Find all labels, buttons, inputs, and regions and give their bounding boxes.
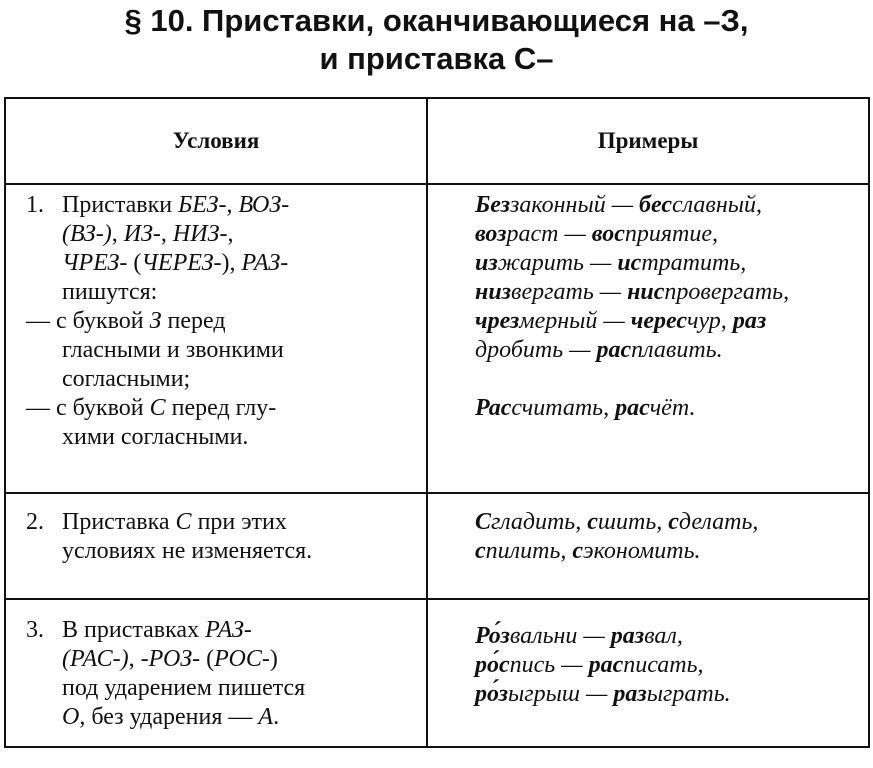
prefix-bold: раз bbox=[732, 308, 767, 334]
prefix-bold: рас bbox=[596, 337, 632, 363]
letter: С bbox=[149, 395, 166, 421]
ex-text: дробить — bbox=[475, 337, 597, 363]
prefix: НИЗ- bbox=[172, 221, 228, 247]
cond-text: , bbox=[226, 192, 239, 218]
prefix: (РАС-) bbox=[62, 646, 129, 672]
letter: З bbox=[149, 308, 162, 334]
cond-text: условиях не изменяется. bbox=[62, 538, 313, 564]
ex-text: шить, bbox=[597, 509, 669, 535]
ex-text: жарить — bbox=[497, 250, 618, 276]
header-conditions: Условия bbox=[5, 98, 427, 184]
cond-text: Приставки bbox=[62, 192, 179, 218]
table-row bbox=[5, 599, 869, 747]
prefix-bold: нис bbox=[627, 279, 665, 305]
cond-text: ( bbox=[200, 646, 215, 672]
prefix-bold: Рас bbox=[475, 395, 512, 421]
prefix: -РОЗ- bbox=[140, 646, 201, 672]
prefix-bold: из bbox=[475, 250, 498, 276]
examples-cell bbox=[427, 184, 869, 493]
prefix-bold: С bbox=[475, 509, 492, 535]
ex-text: славный, bbox=[672, 192, 763, 218]
cond-text: ( bbox=[127, 250, 142, 276]
ex-text: считать, bbox=[511, 395, 616, 421]
prefix-bold: рас bbox=[615, 395, 650, 421]
examples-cell bbox=[427, 599, 869, 747]
cond-text: . bbox=[273, 704, 280, 730]
cond-text: ) bbox=[269, 646, 278, 672]
cond-text: перед bbox=[161, 308, 226, 334]
ex-text: чур, bbox=[687, 308, 733, 334]
cond-text: Приставка bbox=[62, 509, 176, 535]
title-line-1: § 10. Приставки, оканчивающиеся на –З, bbox=[124, 3, 749, 38]
cond-text: гласными и звонкими bbox=[62, 337, 284, 363]
ex-text: пилить, bbox=[485, 538, 573, 564]
ex-text: вергать — bbox=[511, 279, 628, 305]
conditions-cell bbox=[5, 599, 427, 747]
section-title bbox=[0, 0, 873, 78]
cond-text: , bbox=[111, 221, 124, 247]
examples-cell bbox=[427, 493, 869, 599]
rules-table bbox=[4, 97, 870, 748]
prefix-bold: чрез bbox=[475, 308, 520, 334]
header-row bbox=[5, 98, 869, 184]
letter: А bbox=[258, 704, 274, 730]
prefix-bold: с bbox=[668, 509, 679, 535]
conditions-cell bbox=[5, 184, 427, 493]
prefix: ИЗ- bbox=[123, 221, 161, 247]
ex-text: законный — bbox=[509, 192, 640, 218]
cond-text: пишутся: bbox=[62, 279, 158, 305]
prefix: РАЗ- bbox=[241, 250, 289, 276]
ex-text: чёт. bbox=[649, 395, 696, 421]
ex-text: ыгрыш — bbox=[508, 681, 614, 707]
prefix: (ВЗ-) bbox=[62, 221, 112, 247]
ex-text: писать, bbox=[623, 652, 704, 678]
prefix-bold: бес bbox=[639, 192, 673, 218]
prefix-bold: Ро́з bbox=[475, 623, 510, 649]
cond-text: , без ударения — bbox=[79, 704, 259, 730]
prefix: БЕЗ- bbox=[178, 192, 227, 218]
cond-text: , bbox=[160, 221, 173, 247]
table-row bbox=[5, 493, 869, 599]
prefix-bold: Без bbox=[475, 192, 510, 218]
ex-text: вальни — bbox=[509, 623, 611, 649]
rule-number: 1. bbox=[26, 192, 44, 218]
prefix-bold: раз bbox=[613, 681, 647, 707]
ex-text: приятие, bbox=[624, 221, 718, 247]
ex-text: ыграть. bbox=[646, 681, 731, 707]
cond-text: , bbox=[227, 221, 234, 247]
prefix-bold: с bbox=[587, 509, 598, 535]
cond-text: под ударением пишется bbox=[62, 675, 306, 701]
title-line-2: и приставка С– bbox=[319, 41, 554, 76]
ex-text: плавить. bbox=[631, 337, 723, 363]
prefix-bold: низ bbox=[475, 279, 512, 305]
ex-text: провергать, bbox=[664, 279, 790, 305]
ex-text: экономить. bbox=[583, 538, 701, 564]
ex-text: делать, bbox=[678, 509, 759, 535]
cond-text: В приставках bbox=[62, 617, 206, 643]
prefix: РОС- bbox=[214, 646, 270, 672]
prefix-bold: вос bbox=[591, 221, 625, 247]
table-row bbox=[5, 184, 869, 493]
prefix-bold: с bbox=[475, 538, 486, 564]
prefix-bold: ро́с bbox=[475, 652, 510, 678]
cond-text: при этих bbox=[191, 509, 287, 535]
prefix-bold: ро́з bbox=[475, 681, 509, 707]
prefix: РАЗ- bbox=[205, 617, 252, 643]
ex-text: мерный — bbox=[519, 308, 631, 334]
cond-text: ), bbox=[221, 250, 242, 276]
cond-text: перед глу- bbox=[165, 395, 277, 421]
conditions-cell bbox=[5, 493, 427, 599]
cond-text: , bbox=[128, 646, 141, 672]
ex-text: гладить, bbox=[491, 509, 588, 535]
rule-number: 2. bbox=[26, 509, 44, 535]
cond-text: — с буквой bbox=[26, 395, 150, 421]
letter: С bbox=[175, 509, 192, 535]
cond-text: хими согласными. bbox=[62, 424, 249, 450]
cond-text: — с буквой bbox=[26, 308, 150, 334]
cond-text: согласными; bbox=[62, 366, 191, 392]
ex-text: тратить, bbox=[641, 250, 747, 276]
prefix-bold: раз bbox=[610, 623, 645, 649]
prefix-bold: черес bbox=[630, 308, 688, 334]
prefix-bold: ис bbox=[617, 250, 642, 276]
prefix-bold: воз bbox=[475, 221, 507, 247]
ex-text: раст — bbox=[506, 221, 592, 247]
letter: О bbox=[62, 704, 80, 730]
prefix: ВОЗ- bbox=[238, 192, 290, 218]
rule-number: 3. bbox=[26, 617, 44, 643]
prefix-bold: рас bbox=[588, 652, 624, 678]
prefix: ЧРЕЗ- bbox=[62, 250, 128, 276]
ex-text: пись — bbox=[509, 652, 589, 678]
prefix: ЧЕРЕЗ- bbox=[141, 250, 222, 276]
ex-text: вал, bbox=[644, 623, 683, 649]
header-examples: Примеры bbox=[427, 98, 869, 184]
prefix-bold: с bbox=[572, 538, 584, 564]
